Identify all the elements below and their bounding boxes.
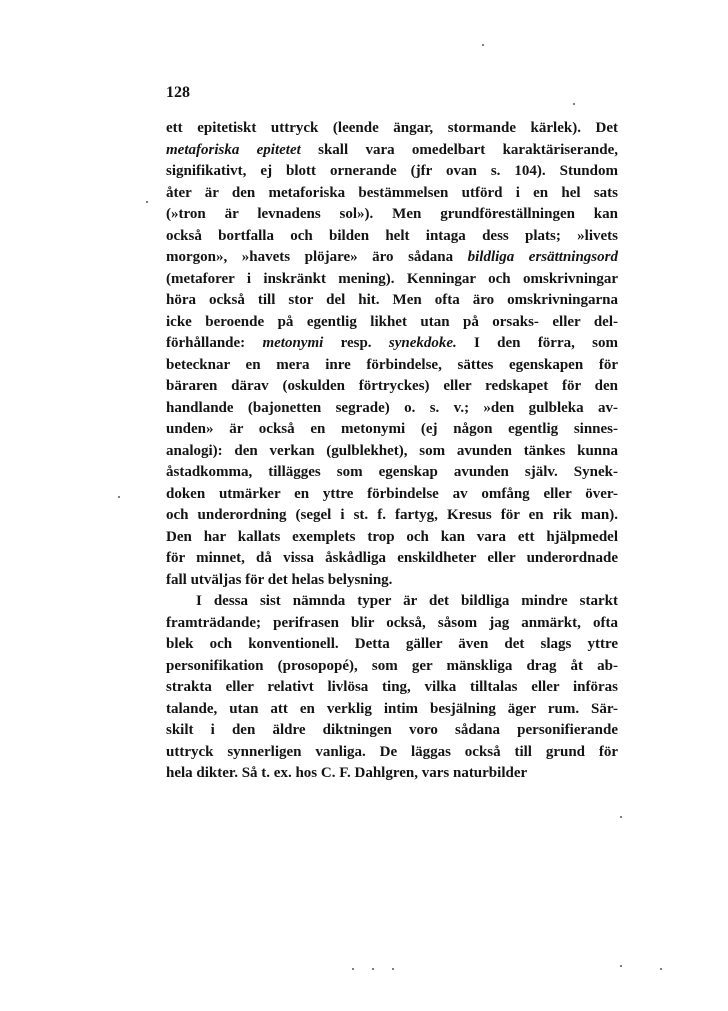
text-run: framträdande; perifrasen blir också, såsom jag anmärkt, ofta [166, 614, 618, 631]
text-line [166, 591, 618, 613]
scan-speck [620, 816, 622, 818]
text-line [166, 462, 618, 484]
scan-speck [352, 968, 354, 970]
text-run: doken utmärker en yttre förbindelse av omfång eller över- [166, 485, 618, 502]
text-run: signifikativt, ej blott ornerande (jfr ovan s. 104). Stundom [166, 163, 618, 180]
text-line [166, 312, 618, 334]
italic-term: synekdoke. [388, 335, 457, 352]
text-line [166, 441, 618, 463]
text-line [166, 161, 618, 183]
text-line [166, 634, 618, 656]
text-line [166, 677, 618, 699]
text-run: åstadkomma, tillägges som egenskap avunden själv. Synek- [166, 464, 618, 481]
text-line [166, 505, 618, 527]
text-line [166, 720, 618, 742]
body-text [166, 118, 618, 785]
text-run: personifikation (prosopopé), som ger mänskliga drag åt ab- [166, 657, 618, 674]
italic-term: bildliga ersättningsord [467, 249, 618, 266]
text-line [166, 419, 618, 441]
text-run: icke beroende på egentlig likhet utan på orsaks- eller del- [166, 313, 618, 330]
text-run: resp. [323, 335, 389, 352]
text-run: (»tron är levnadens sol»). Men grundföreställningen kan [166, 206, 618, 223]
text-line [166, 527, 618, 549]
text-run: fall utväljas för det helas belysning. [166, 571, 393, 588]
text-run: och underordning (segel i st. f. fartyg, Kresus för en rik man). [166, 507, 618, 524]
text-line [166, 226, 618, 248]
text-line [166, 183, 618, 205]
scan-speck [482, 44, 484, 46]
text-run: analogi): den verkan (gulblekhet), som avunden tänkes kunna [166, 442, 618, 459]
text-line [166, 140, 618, 162]
text-run: talande, utan att en verklig intim besjälning äger rum. Sär- [166, 700, 618, 717]
text-line [166, 398, 618, 420]
text-line [166, 613, 618, 635]
text-run: ett epitetiskt uttryck (leende ängar, stormande kärlek). Det [166, 120, 618, 136]
text-run: Den har kallats exemplets trop och kan vara ett hjälpmedel [166, 528, 618, 545]
text-run: bäraren därav (oskulden förtryckes) eller redskapet för den [166, 378, 618, 395]
text-line [166, 355, 618, 377]
text-run: strakta eller relativt livlösa ting, vilka tilltalas eller införas [166, 679, 618, 696]
text-run: I den förra, som [456, 335, 618, 352]
scan-speck [660, 968, 662, 970]
text-run: för minnet, då vissa åskådliga enskildheter eller underordnade [166, 550, 618, 567]
text-line [166, 699, 618, 721]
text-run: morgon», »havets plöjare» äro sådana [166, 249, 468, 266]
text-line [166, 376, 618, 398]
text-line [166, 484, 618, 506]
text-run: uttryck synnerligen vanliga. De läggas också till grund för [166, 743, 618, 760]
text-run: förhållande: [166, 335, 263, 352]
text-line [166, 548, 618, 570]
scan-speck [573, 103, 575, 105]
text-run: åter är den metaforiska bestämmelsen utförd i en hel sats [166, 184, 618, 201]
text-line [166, 333, 618, 355]
text-run: skilt i den äldre diktningen voro sådana personifierande [166, 722, 618, 739]
text-run: (metaforer i inskränkt mening). Kenningar och omskrivningar [166, 270, 618, 287]
scan-speck [372, 968, 374, 970]
text-run: blek och konventionell. Detta gäller även det slags yttre [166, 636, 618, 653]
page-number: 128 [166, 84, 190, 101]
text-line [166, 570, 618, 592]
text-line [166, 204, 618, 226]
text-run: I dessa sist nämnda typer är det bildliga mindre starkt [196, 593, 618, 610]
text-run: skall vara omedelbart karaktäriserande, [300, 141, 618, 158]
scan-speck [620, 965, 622, 967]
text-run: höra också till stor del hit. Men ofta äro omskrivningarna [166, 292, 618, 309]
text-run: hela dikter. Så t. ex. hos C. F. Dahlgren, vars naturbilder [166, 765, 528, 782]
text-line [166, 118, 618, 140]
text-line [166, 656, 618, 678]
text-line [166, 247, 618, 269]
text-run: också bortfalla och bilden helt intaga dess plats; »livets [166, 227, 618, 244]
scan-speck [392, 968, 394, 970]
scan-speck [146, 201, 148, 203]
text-run: unden» är också en metonymi (ej någon egentlig sinnes- [166, 421, 618, 438]
text-line [166, 742, 618, 764]
text-run: handlande (bajonetten segrade) o. s. v.; »den gulbleka av- [166, 399, 618, 416]
text-line [166, 290, 618, 312]
text-run: betecknar en mera inre förbindelse, sättes egenskapen för [166, 356, 618, 373]
italic-term: metaforiska epitetet [166, 141, 301, 158]
text-line [166, 269, 618, 291]
text-line [166, 763, 618, 785]
italic-term: metonymi [262, 335, 324, 352]
scan-speck [118, 496, 120, 498]
